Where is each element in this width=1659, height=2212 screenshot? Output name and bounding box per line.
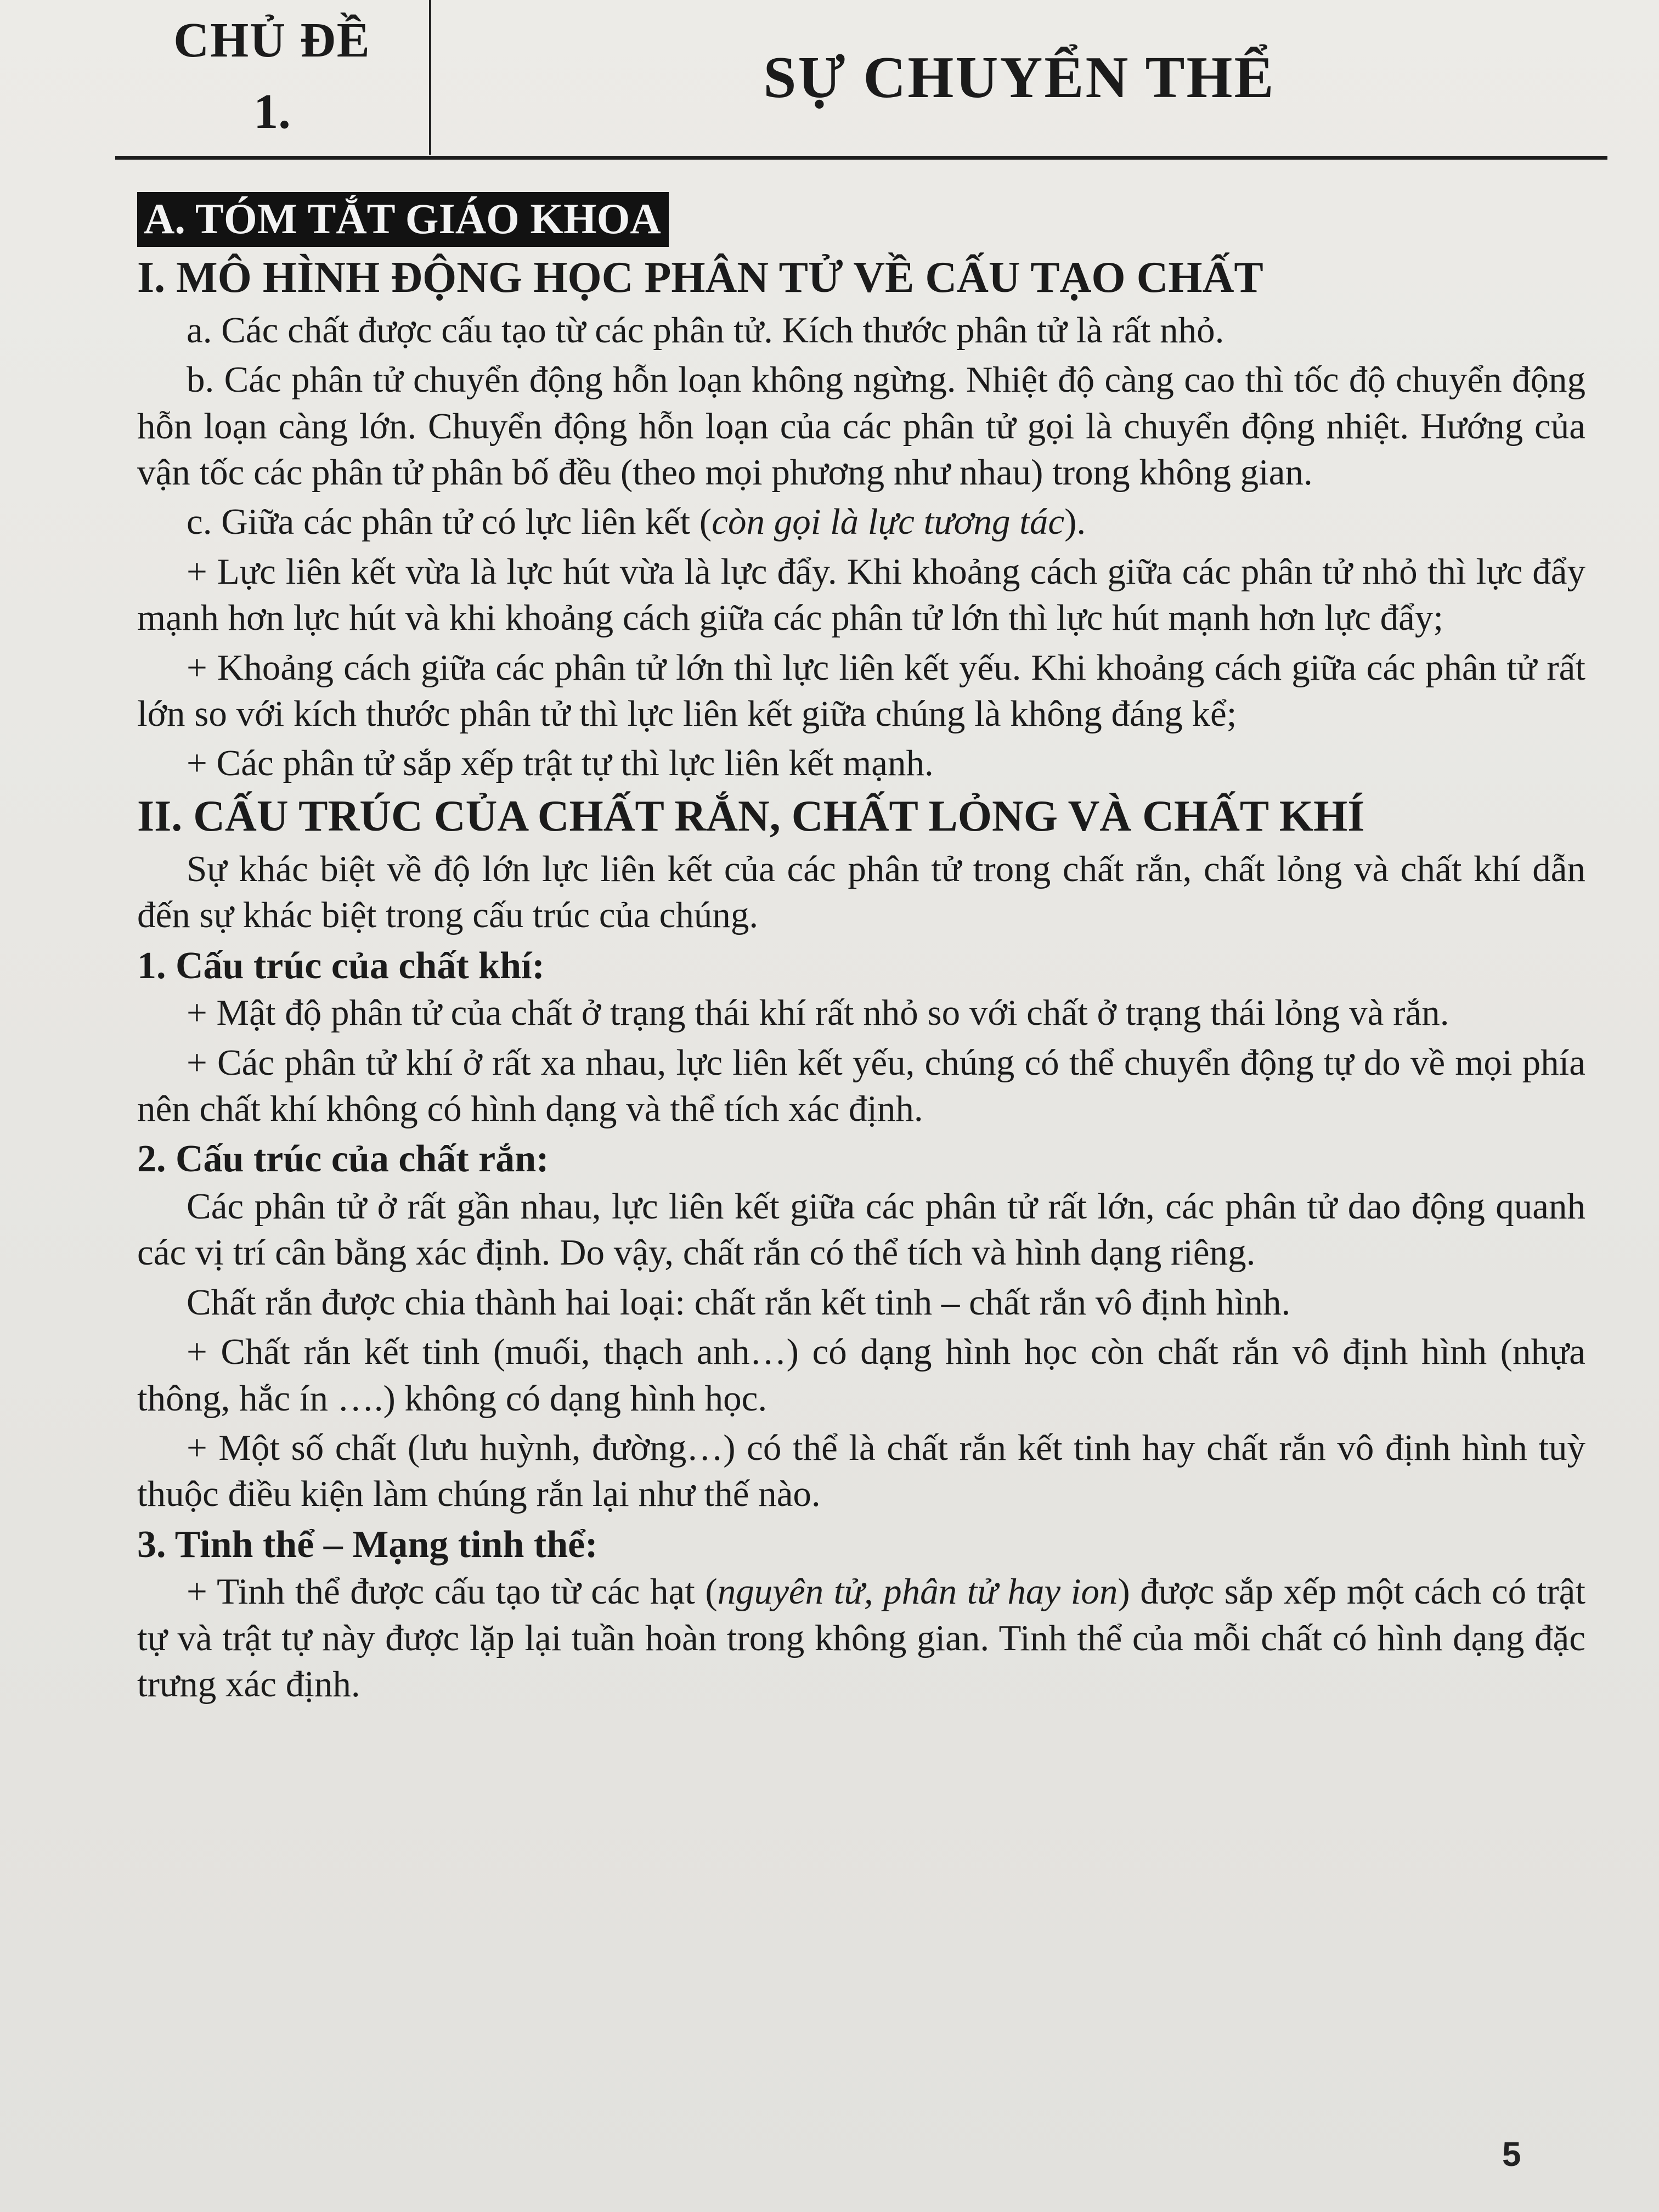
heading-part-1: I. MÔ HÌNH ĐỘNG HỌC PHÂN TỬ VỀ CẤU TẠO CHẤT	[137, 253, 1263, 302]
heading-crystal-lattice: 3. Tinh thể – Mạng tinh thể:	[137, 1523, 598, 1566]
heading-part-2: II. CẤU TRÚC CỦA CHẤT RẮN, CHẤT LỎNG VÀ CHẤT KHÍ	[137, 792, 1365, 840]
bullet-crystalline-vs-amorphous: + Chất rắn kết tinh (muối, thạch anh…) có dạng hình học còn chất rắn vô định hình (nhựa thông, hắc ín ….) không có dạng hình học.	[137, 1331, 1585, 1419]
chapter-box	[115, 0, 431, 155]
page-number: 5	[1502, 2136, 1521, 2174]
bullet-gas-density: + Mật độ phân tử của chất ở trạng thái khí rất nhỏ so với chất ở trạng thái lỏng và rắn.	[187, 992, 1449, 1034]
bullet-order-strong-force: + Các phân tử sắp xếp trật tự thì lực liên kết mạnh.	[187, 743, 934, 784]
bullet-gas-motion: + Các phân tử khí ở rất xa nhau, lực liên kết yếu, chúng có thể chuyển động tự do về mọi phía nên chất khí không có hình dạng và thể tích xác định.	[137, 1042, 1585, 1129]
section-a-tag: A. TÓM TẮT GIÁO KHOA	[137, 192, 669, 247]
heading-gas-structure: 1. Cấu trúc của chất khí:	[137, 944, 545, 987]
paragraph-a: a. Các chất được cấu tạo từ các phân tử. Kích thước phân tử là rất nhỏ.	[187, 309, 1224, 351]
chapter-label: CHỦ ĐỀ	[173, 13, 371, 67]
paragraph-c-end: ).	[1064, 501, 1086, 543]
crystal-text-end: ) được sắp xếp một cách có trật tự và trật tự này được lặp lại tuần hoàn trong không gian. Tinh thể của mỗi chất có hình dạng đặc trưng xác định.	[137, 1571, 1585, 1705]
paragraph-solid-types: Chất rắn được chia thành hai loại: chất rắn kết tinh – chất rắn vô định hình.	[187, 1282, 1291, 1323]
paragraph-b: b. Các phân tử chuyển động hỗn loạn không ngừng. Nhiệt độ càng cao thì tốc độ chuyển động hỗn loạn càng lớn. Chuyển động hỗn loạn của các phân tử gọi là chuyển động nhiệt. Hướng của vận tốc các phân tử phân bố đều (theo mọi phương như nhau) trong không gian.	[137, 359, 1585, 493]
chapter-title: SỰ CHUYỂN THỂ	[763, 45, 1276, 110]
paragraph-solid-description: Các phân tử ở rất gần nhau, lực liên kết giữa các phân tử rất lớn, các phân tử dao động quanh các vị trí cân bằng xác định. Do vậy, chất rắn có thể tích và hình dạng riêng.	[137, 1186, 1585, 1273]
bullet-crystal-definition	[137, 1568, 1585, 1707]
page-content	[137, 192, 1585, 1711]
paragraph-c-italic: còn gọi là lực tương tác	[712, 501, 1065, 543]
chapter-header	[115, 0, 1607, 160]
bullet-distance-weak-force: + Khoảng cách giữa các phân tử lớn thì lực liên kết yếu. Khi khoảng cách giữa các phân tử rất lớn so với kích thước phân tử thì lực liên kết giữa chúng là không đáng kể;	[137, 647, 1585, 735]
crystal-text-start: + Tinh thể được cấu tạo từ các hạt (	[187, 1571, 718, 1612]
paragraph-c	[137, 499, 1585, 545]
chapter-number: 1.	[253, 84, 291, 139]
crystal-text-italic: nguyên tử, phân tử hay ion	[717, 1571, 1118, 1612]
header-divider	[115, 156, 1607, 160]
paragraph-structure-intro: Sự khác biệt về độ lớn lực liên kết của các phân tử trong chất rắn, chất lỏng và chất khí dẫn đến sự khác biệt trong cấu trúc của chúng.	[137, 848, 1585, 936]
paragraph-c-start: c. Giữa các phân tử có lực liên kết (	[187, 501, 712, 543]
bullet-conditional-solids: + Một số chất (lưu huỳnh, đường…) có thể là chất rắn kết tinh hay chất rắn vô định hình tuỳ thuộc điều kiện làm chúng rắn lại như thế nào.	[137, 1427, 1585, 1515]
bullet-force-attract-repel: + Lực liên kết vừa là lực hút vừa là lực đẩy. Khi khoảng cách giữa các phân tử nhỏ thì lực đẩy mạnh hơn lực hút và khi khoảng cách giữa các phân tử lớn thì lực hút mạnh hơn lực đẩy;	[137, 551, 1585, 639]
heading-solid-structure: 2. Cấu trúc của chất rắn:	[137, 1138, 549, 1181]
